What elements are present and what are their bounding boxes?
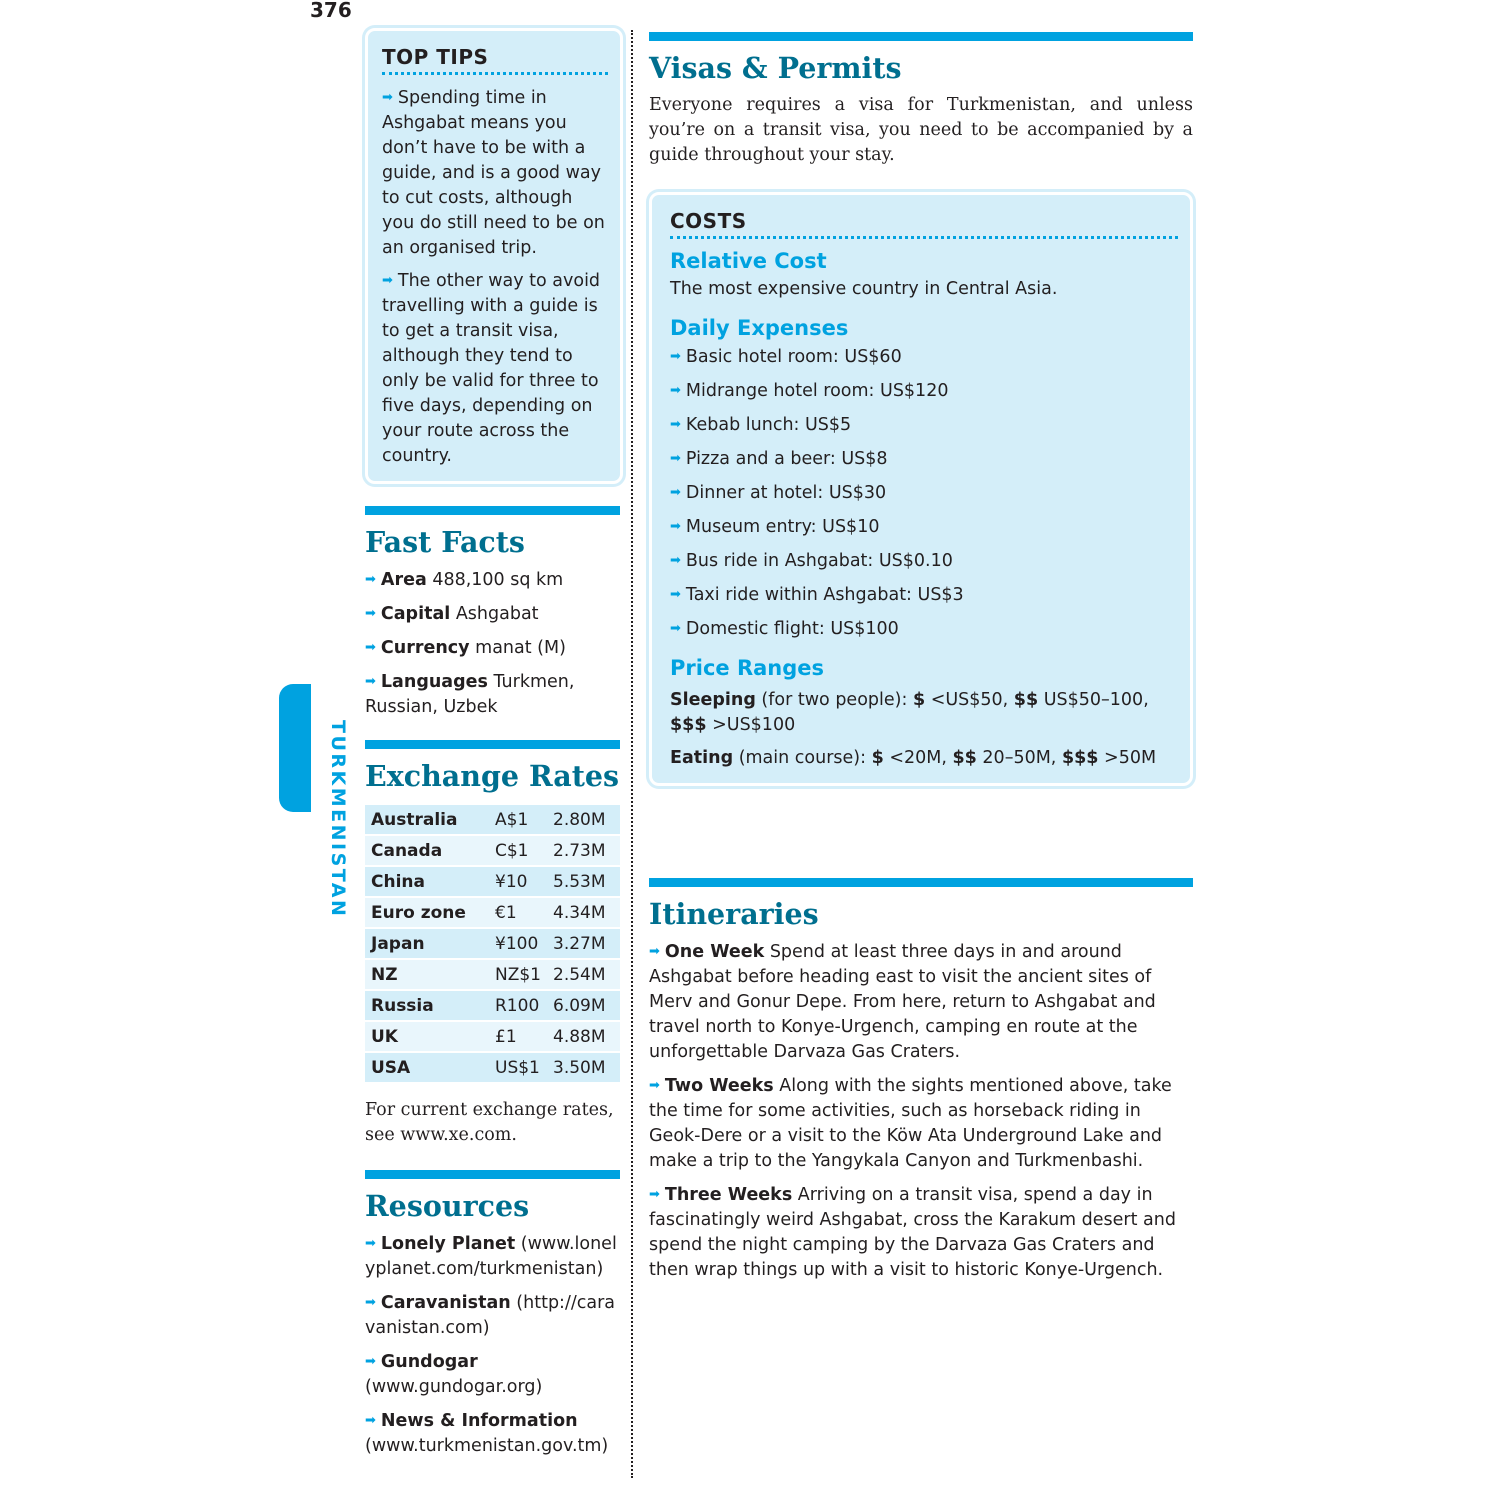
arrow-right-icon: ➡ bbox=[670, 621, 681, 636]
expense-item: ➡ Taxi ride within Ashgabat: US$3 bbox=[670, 585, 964, 605]
itineraries-title: Itineraries bbox=[649, 897, 819, 931]
exchange-rates-note: For current exchange rates, see www.xe.com. bbox=[365, 1100, 614, 1145]
expense-item: ➡ Kebab lunch: US$5 bbox=[670, 415, 852, 435]
section-bar bbox=[365, 506, 620, 515]
arrow-right-icon: ➡ bbox=[382, 90, 393, 105]
fact-languages: ➡ Languages Turkmen, Russian, Uzbek bbox=[365, 672, 575, 717]
table-row: Japan ¥100 3.27M bbox=[365, 929, 620, 958]
table-row: Canada C$1 2.73M bbox=[365, 836, 620, 865]
arrow-right-icon: ➡ bbox=[670, 349, 681, 364]
daily-expenses-heading: Daily Expenses bbox=[670, 316, 849, 340]
right-column bbox=[649, 32, 1193, 1280]
table-row: China ¥10 5.53M bbox=[365, 867, 620, 896]
itinerary-item: ➡ One Week Spend at least three days in and around Ashgabat before heading east to visit the ancient sites of Merv and Gonur Depe. From here, return to Ashgabat and travel north to Konye-Urgench, camping en route at the unforgettable Darvaza Gas Craters. bbox=[649, 942, 1156, 1062]
resource-item: ➡ Caravanistan (http://caravanistan.com) bbox=[365, 1293, 615, 1338]
section-bar bbox=[365, 1170, 620, 1179]
section-bar bbox=[649, 32, 1193, 41]
expense-item: ➡ Dinner at hotel: US$30 bbox=[670, 483, 887, 503]
resource-item: ➡ Gundogar (www.gundogar.org) bbox=[365, 1352, 543, 1397]
column-divider bbox=[631, 30, 633, 1478]
arrow-right-icon: ➡ bbox=[382, 273, 393, 288]
top-tips-title: TOP TIPS bbox=[382, 45, 489, 69]
arrow-right-icon: ➡ bbox=[365, 1413, 376, 1428]
fact-currency: ➡ Currency manat (M) bbox=[365, 638, 566, 658]
costs-box bbox=[649, 192, 1193, 786]
arrow-right-icon: ➡ bbox=[670, 519, 681, 534]
arrow-right-icon: ➡ bbox=[365, 1236, 376, 1251]
table-row: Australia A$1 2.80M bbox=[365, 805, 620, 834]
costs-rule bbox=[670, 236, 1178, 239]
table-row: UK £1 4.88M bbox=[365, 1022, 620, 1051]
section-bar bbox=[365, 740, 620, 749]
top-tip-item: ➡ The other way to avoid travelling with a guide is to get a transit visa, although they tend to only be valid for three to five days, depending on your route across the country. bbox=[382, 271, 601, 466]
expense-item: ➡ Pizza and a beer: US$8 bbox=[670, 449, 888, 469]
table-row: Euro zone €1 4.34M bbox=[365, 898, 620, 927]
section-bar bbox=[649, 878, 1193, 887]
resource-item: ➡ News & Information (www.turkmenistan.gov.tm) bbox=[365, 1411, 609, 1456]
arrow-right-icon: ➡ bbox=[365, 1295, 376, 1310]
arrow-right-icon: ➡ bbox=[670, 587, 681, 602]
arrow-right-icon: ➡ bbox=[670, 451, 681, 466]
costs-title: COSTS bbox=[670, 209, 747, 233]
eating-price-range: Eating (main course): $ <20M, $$ 20–50M, $$$ >50M bbox=[670, 748, 1157, 768]
expense-item: ➡ Bus ride in Ashgabat: US$0.10 bbox=[670, 551, 953, 571]
price-ranges-heading: Price Ranges bbox=[670, 656, 825, 680]
expense-item: ➡ Basic hotel room: US$60 bbox=[670, 347, 902, 367]
arrow-right-icon: ➡ bbox=[670, 417, 681, 432]
resource-item: ➡ Lonely Planet (www.lonelyplanet.com/turkmenistan) bbox=[365, 1234, 617, 1279]
page-number: 376 bbox=[310, 0, 352, 22]
expense-item: ➡ Museum entry: US$10 bbox=[670, 517, 880, 537]
exchange-rates-table bbox=[365, 803, 620, 1084]
resources-section bbox=[365, 1170, 620, 1459]
arrow-right-icon: ➡ bbox=[670, 553, 681, 568]
arrow-right-icon: ➡ bbox=[365, 572, 376, 587]
visas-text: Everyone requires a visa for Turkmenistan, and unless you’re on a transit visa, you need to be accompanied by a guide throughout your stay. bbox=[649, 95, 1193, 165]
table-row: NZ NZ$1 2.54M bbox=[365, 960, 620, 989]
arrow-right-icon: ➡ bbox=[649, 944, 660, 959]
table-row: Russia R100 6.09M bbox=[365, 991, 620, 1020]
relative-cost-heading: Relative Cost bbox=[670, 249, 827, 273]
arrow-right-icon: ➡ bbox=[670, 485, 681, 500]
chapter-tab bbox=[279, 684, 311, 812]
top-tips-box bbox=[365, 28, 623, 484]
expense-item: ➡ Midrange hotel room: US$120 bbox=[670, 381, 949, 401]
visas-title: Visas & Permits bbox=[649, 51, 902, 85]
exchange-rates-section bbox=[365, 740, 620, 1148]
relative-cost-text: The most expensive country in Central Asia. bbox=[670, 279, 1058, 299]
fast-facts-section bbox=[365, 506, 620, 720]
itineraries-section bbox=[649, 878, 1193, 1291]
sleeping-price-range: Sleeping (for two people): $ <US$50, $$ US$50–100, $$$ >US$100 bbox=[670, 690, 1149, 735]
arrow-right-icon: ➡ bbox=[365, 1354, 376, 1369]
arrow-right-icon: ➡ bbox=[649, 1078, 660, 1093]
arrow-right-icon: ➡ bbox=[365, 606, 376, 621]
left-column bbox=[365, 28, 620, 1467]
table-row: USA US$1 3.50M bbox=[365, 1053, 620, 1082]
top-tip-item: ➡ Spending time in Ashgabat means you don’t have to be with a guide, and is a good way to cut costs, although you do still need to be on an organised trip. bbox=[382, 88, 605, 258]
arrow-right-icon: ➡ bbox=[649, 1187, 660, 1202]
chapter-label: TURKMENISTAN bbox=[327, 720, 349, 919]
fast-facts-title: Fast Facts bbox=[365, 525, 525, 559]
itinerary-item: ➡ Two Weeks Along with the sights mentioned above, take the time for some activities, such as horseback riding in Geok-Dere or a visit to the Köw Ata Underground Lake and make a trip to the Yangykala Canyon and Turkmenbashi. bbox=[649, 1076, 1172, 1171]
arrow-right-icon: ➡ bbox=[365, 674, 376, 689]
arrow-right-icon: ➡ bbox=[365, 640, 376, 655]
itinerary-item: ➡ Three Weeks Arriving on a transit visa, spend a day in fascinatingly weird Ashgabat, cross the Karakum desert and spend the night camping by the Darvaza Gas Craters and then wrap things up with a visit to historic Konye-Urgench. bbox=[649, 1185, 1176, 1280]
top-tips-rule bbox=[382, 72, 608, 75]
fact-capital: ➡ Capital Ashgabat bbox=[365, 604, 539, 624]
resources-title: Resources bbox=[365, 1189, 530, 1223]
fact-area: ➡ Area 488,100 sq km bbox=[365, 570, 564, 590]
exchange-rates-title: Exchange Rates bbox=[365, 759, 620, 793]
arrow-right-icon: ➡ bbox=[670, 383, 681, 398]
expense-item: ➡ Domestic flight: US$100 bbox=[670, 619, 899, 639]
